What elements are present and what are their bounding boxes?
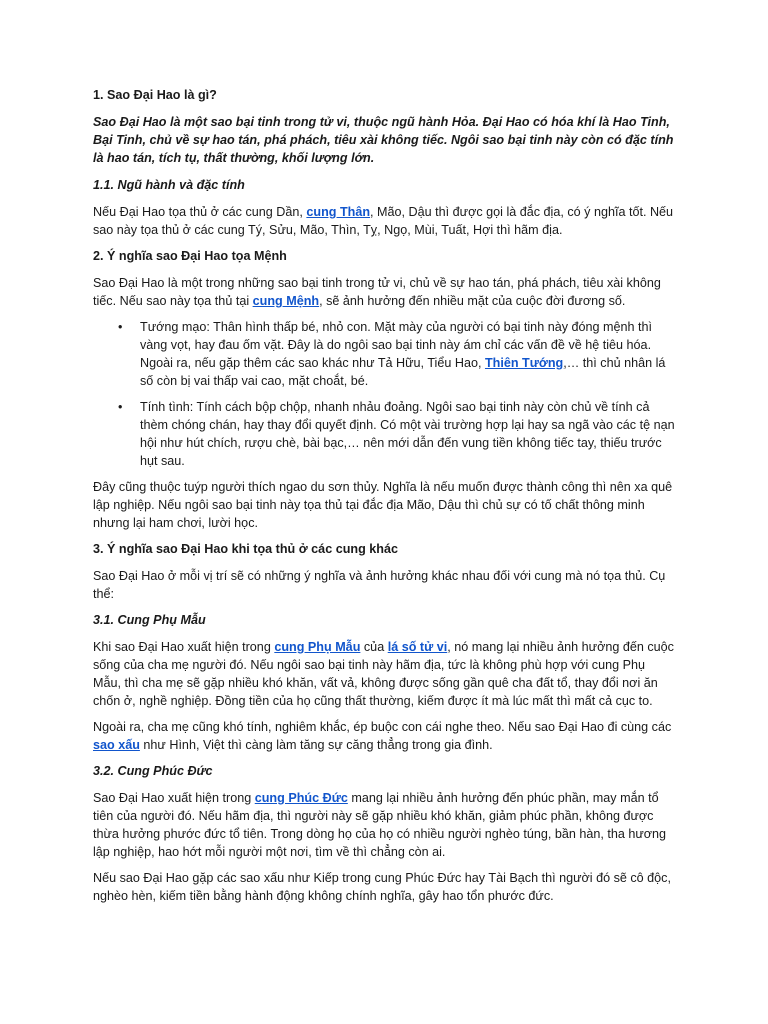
section-3-1-paragraph-1 [93, 638, 676, 710]
link-cung-menh[interactable]: cung Mệnh [252, 294, 320, 308]
text-run: ,… thì chủ nhân lá số còn bị vai thấp vai cao, mặt choắt, bé. [140, 356, 666, 388]
link-thien-tuong[interactable]: Thiên Tướng [484, 356, 564, 370]
text-run: của [360, 640, 388, 654]
section-3-2-paragraph-1 [93, 789, 676, 861]
section-3-heading: 3. Ý nghĩa sao Đại Hao khi tọa thủ ở các cung khác [93, 542, 398, 556]
section-2-bullet-list [93, 318, 676, 470]
text-run: Tướng mạo: Thân hình thấp bé, nhỏ con. Mặt mày của người có bại tinh này đóng mệnh thì vàng vọt, hay đau ốm vặt. Đây là do ngôi sao bại tinh này ám chỉ các vấn đề về hệ tiêu hóa. Ngoài ra, nếu gặp thêm các sao khác như Tả Hữu, Tiểu Hao, [140, 320, 653, 370]
bullet-tuong-mao [140, 318, 676, 390]
section-3-2-heading: 3.2. Cung Phúc Đức [93, 764, 213, 778]
section-3-2-paragraph-2: Nếu sao Đại Hao gặp các sao xấu như Kiếp trong cung Phúc Đức hay Tài Bạch thì người đó sẽ cô độc, nghèo hèn, kiếm tiền bằng hành động không chính nghĩa, gây hao tổn phước đức. [93, 871, 671, 903]
section-1-heading: 1. Sao Đại Hao là gì? [93, 88, 217, 102]
section-1-lead: Sao Đại Hao là một sao bại tinh trong tử vi, thuộc ngũ hành Hỏa. Đại Hao có hóa khí là Hao Tinh, Bại Tinh, chủ về sự hao tán, phá phách, tiêu xài không tiếc. Ngôi sao bại tinh này còn có đặc tính là hao tán, tích tụ, thất thường, khối lượng lớn. [93, 115, 674, 165]
section-3-1-heading: 3.1. Cung Phụ Mẫu [93, 613, 206, 627]
link-cung-phu-mau[interactable]: cung Phụ Mẫu [274, 640, 361, 654]
section-2-paragraph-2: Đây cũng thuộc tuýp người thích ngao du sơn thủy. Nghĩa là nếu muốn được thành công thì nên xa quê lập nghiệp. Nếu ngôi sao bại tinh này tọa thủ tại đắc địa Mão, Dậu thì chủ sự có tố chất thông minh nhưng lại ham chơi, lười học. [93, 480, 673, 530]
link-cung-phuc-duc[interactable]: cung Phúc Đức [254, 791, 348, 805]
section-3-intro: Sao Đại Hao ở mỗi vị trí sẽ có những ý nghĩa và ảnh hưởng khác nhau đối với cung mà nó tọa thủ. Cụ thể: [93, 569, 666, 601]
link-la-so-tu-vi[interactable]: lá số tử vi [387, 640, 448, 654]
text-run: , nó mang lại nhiều ảnh hưởng đến cuộc sống của cha mẹ người đó. Nếu ngôi sao bại tinh này hãm địa, tức là không phù hợp với cung Phụ Mẫu, thì cha mẹ sẽ gặp nhiều khó khăn, vất vả, không được sống gần quê cha đất tổ, thay đổi nơi ăn chốn ở, nghề nghiệp. Đồng tiền của họ cũng thất thường, kiếm được ít mà lúc mất thì mất cả cục to. [93, 640, 674, 708]
link-cung-than[interactable]: cung Thân [306, 205, 371, 219]
text-run: , Mão, Dậu thì được gọi là đắc địa, có ý nghĩa tốt. Nếu sao này tọa thủ ở các cung Tý, Sửu, Mão, Thìn, Tỵ, Ngọ, Mùi, Tuất, Hợi thì hãm địa. [93, 205, 674, 237]
text-run: Sao Đại Hao xuất hiện trong [93, 791, 255, 805]
section-1-1-heading: 1.1. Ngũ hành và đặc tính [93, 178, 245, 192]
section-2-paragraph-1 [93, 274, 676, 310]
bullet-tinh-tinh: • Tính tình: Tính cách bộp chộp, nhanh nhảu đoảng. Ngôi sao bại tinh này còn chủ về tính cả thèm chóng chán, hay thay đổi quyết định. Có một vài trường hợp lại hay sa ngã vào các tệ nạn hội như hút chích, rượu chè, bài bạc,… nên mới dẫn đến vung tiền không tiếc tay, thiếu trước hụt sau. [140, 398, 676, 470]
text-run: Ngoài ra, cha mẹ cũng khó tính, nghiêm khắc, ép buộc con cái nghe theo. Nếu sao Đại Hao đi cùng các [93, 720, 672, 734]
text-run: mang lại nhiều ảnh hưởng đến phúc phần, may mắn tổ tiên của người đó. Nếu hãm địa, thì người này sẽ gặp nhiều khó khăn, giảm phúc phần, không được thừa hưởng phước đức tổ tiên. Trong dòng họ của họ có nhiều người nghèo túng, bần hàn, tha hương lập nghiệp, hao hớt mỗi người một nơi, tìm về thì chẳng còn ai. [93, 791, 667, 859]
section-3-1-paragraph-2 [93, 718, 676, 754]
text-run: Nếu Đại Hao tọa thủ ở các cung Dần, [93, 205, 307, 219]
section-1-1-paragraph [93, 203, 676, 239]
text-run: Khi sao Đại Hao xuất hiện trong [93, 640, 275, 654]
text-run: như Hình, Việt thì càng làm tăng sự căng thẳng trong gia đình. [139, 738, 493, 752]
section-2-heading: 2. Ý nghĩa sao Đại Hao tọa Mệnh [93, 249, 287, 263]
text-run: , sẽ ảnh hưởng đến nhiều mặt của cuộc đời đương số. [319, 294, 626, 308]
link-sao-xau[interactable]: sao xấu [93, 738, 140, 752]
text-run: Sao Đại Hao là một trong những sao bại tinh trong tử vi, chủ về sự hao tán, phá phách, tiêu xài không tiếc. Nếu sao này tọa thủ tại [93, 276, 661, 308]
